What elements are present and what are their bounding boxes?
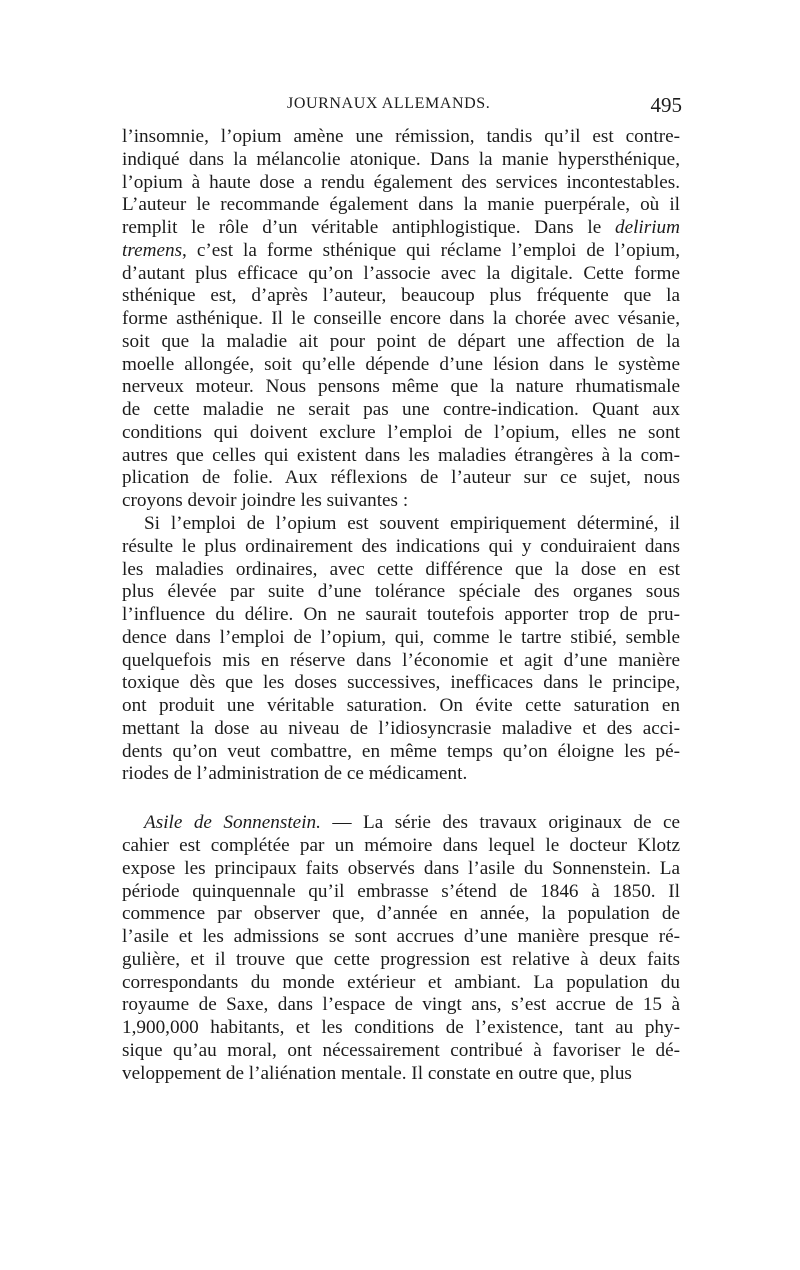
- paragraph: [122, 513, 680, 786]
- text-line: [122, 513, 680, 536]
- text-run: forme asthénique. Il le conseille encore dans la chorée avec vésanie,: [122, 308, 680, 330]
- text-line: [122, 354, 680, 377]
- text-line: [122, 536, 680, 559]
- text-line: [122, 308, 680, 331]
- text-run: Si l’emploi de l’opium est souvent empiriquement déterminé, il: [144, 513, 680, 535]
- paragraph: [122, 126, 680, 513]
- text-line: [122, 399, 680, 422]
- text-run: cahier est complétée par un mémoire dans lequel le docteur Klotz: [122, 834, 680, 856]
- text-run: plus élevée par suite d’une tolérance spéciale des organes sous: [122, 581, 680, 603]
- text-run: moelle allongée, soit qu’elle dépende d’une lésion dans le système: [122, 353, 680, 375]
- text-line: [122, 695, 680, 718]
- text-run: de cette maladie ne serait pas une contre-indication. Quant aux: [122, 399, 680, 421]
- paragraph: [122, 812, 680, 1085]
- text-line: [122, 718, 680, 741]
- text-run: sique qu’au moral, ont nécessairement contribué à favoriser le dé-: [122, 1039, 680, 1061]
- text-run: L’auteur le recommande également dans la manie puerpérale, où il: [122, 194, 680, 216]
- text-run: l’asile et les admissions se sont accrues d’une manière presque ré-: [122, 926, 680, 948]
- text-line: [122, 263, 680, 286]
- text-run: indiqué dans la mélancolie atonique. Dans la manie hypersthénique,: [122, 148, 680, 170]
- text-run: mettant la dose au niveau de l’idiosyncrasie maladive et des acci-: [122, 717, 680, 739]
- text-line: [122, 445, 680, 468]
- text-line: [122, 1017, 680, 1040]
- section-gap: [122, 786, 680, 812]
- text-line: [122, 467, 680, 490]
- running-title: JOURNAUX ALLEMANDS.: [287, 95, 491, 112]
- text-line: [122, 741, 680, 764]
- text-run: , c’est la forme sthénique qui réclame l’emploi de l’opium,: [182, 239, 680, 261]
- text-line: [122, 1063, 680, 1086]
- text-line: [122, 149, 680, 172]
- text-line: [122, 194, 680, 217]
- text-line: [122, 126, 680, 149]
- text-line: [122, 650, 680, 673]
- page-body: [122, 126, 680, 1085]
- text-run: — La série des travaux originaux de ce: [320, 812, 680, 834]
- text-run: veloppement de l’aliénation mentale. Il constate en outre que, plus: [122, 1062, 632, 1084]
- text-run: commence par observer que, d’année en année, la population de: [122, 903, 680, 925]
- text-line: [122, 581, 680, 604]
- italic-text: delirium: [614, 217, 680, 239]
- text-run: remplit le rôle d’un véritable antiphlogistique. Dans le: [122, 217, 615, 239]
- text-line: [122, 604, 680, 627]
- text-line: [122, 285, 680, 308]
- text-line: [122, 172, 680, 195]
- text-run: les maladies ordinaires, avec cette différence que la dose en est: [122, 558, 680, 580]
- text-run: sthénique est, d’après l’auteur, beaucoup plus fréquente que la: [122, 285, 680, 307]
- text-line: [122, 376, 680, 399]
- text-line: [122, 926, 680, 949]
- text-run: plication de folie. Aux réflexions de l’auteur sur ce sujet, nous: [122, 467, 680, 489]
- text-run: autres que celles qui existent dans les maladies étrangères à la com-: [122, 444, 680, 466]
- text-line: [122, 994, 680, 1017]
- italic-text: Asile de Sonnenstein.: [144, 812, 321, 834]
- text-run: dents qu’on veut combattre, en même temps qu’on éloigne les pé-: [122, 740, 680, 762]
- text-run: toxique dès que les doses successives, inefficaces dans le principe,: [122, 672, 680, 694]
- text-line: [122, 903, 680, 926]
- text-run: ont produit une véritable saturation. On évite cette saturation en: [122, 695, 680, 717]
- text-line: [122, 672, 680, 695]
- text-run: d’autant plus efficace qu’on l’associe avec la digitale. Cette forme: [122, 262, 680, 284]
- italic-text: tremens: [122, 239, 183, 261]
- text-line: [122, 422, 680, 445]
- text-run: dence dans l’emploi de l’opium, qui, comme le tartre stibié, semble: [122, 626, 680, 648]
- text-run: 1,900,000 habitants, et les conditions de l’existence, tant au phy-: [122, 1017, 680, 1039]
- text-run: l’insomnie, l’opium amène une rémission, tandis qu’il est contre-: [122, 126, 680, 147]
- text-run: nerveux moteur. Nous pensons même que la nature rhumatismale: [122, 376, 680, 398]
- text-line: [122, 858, 680, 881]
- text-line: [122, 812, 680, 835]
- text-line: [122, 331, 680, 354]
- text-run: gulière, et il trouve que cette progression est relative à deux faits: [122, 948, 680, 970]
- text-run: l’influence du délire. On ne saurait toutefois apporter trop de pru-: [122, 604, 680, 626]
- text-run: riodes de l’administration de ce médicament.: [122, 763, 468, 785]
- text-line: [122, 559, 680, 582]
- text-run: conditions qui doivent exclure l’emploi de l’opium, elles ne sont: [122, 421, 680, 443]
- text-run: soit que la maladie ait pour point de départ une affection de la: [122, 330, 680, 352]
- text-line: [122, 627, 680, 650]
- text-run: l’opium à haute dose a rendu également des services incontestables.: [122, 171, 680, 193]
- text-line: [122, 1040, 680, 1063]
- text-run: résulte le plus ordinairement des indications qui y conduiraient dans: [122, 535, 680, 557]
- text-line: [122, 881, 680, 904]
- text-line: [122, 972, 680, 995]
- text-line: [122, 490, 680, 513]
- text-line: [122, 763, 680, 786]
- page-header: [122, 93, 682, 123]
- text-run: période quinquennale qu’il embrasse s’étend de 1846 à 1850. Il: [122, 880, 680, 902]
- text-line: [122, 217, 680, 240]
- text-run: royaume de Saxe, dans l’espace de vingt ans, s’est accrue de 15 à: [122, 994, 680, 1016]
- text-run: quelquefois mis en réserve dans l’économie et agit d’une manière: [122, 649, 680, 671]
- text-run: expose les principaux faits observés dans l’asile du Sonnenstein. La: [122, 857, 680, 879]
- page-number: 495: [650, 93, 682, 117]
- text-run: correspondants du monde extérieur et ambiant. La population du: [122, 971, 680, 993]
- text-line: [122, 949, 680, 972]
- text-line: [122, 240, 680, 263]
- text-run: croyons devoir joindre les suivantes :: [122, 490, 409, 512]
- text-line: [122, 835, 680, 858]
